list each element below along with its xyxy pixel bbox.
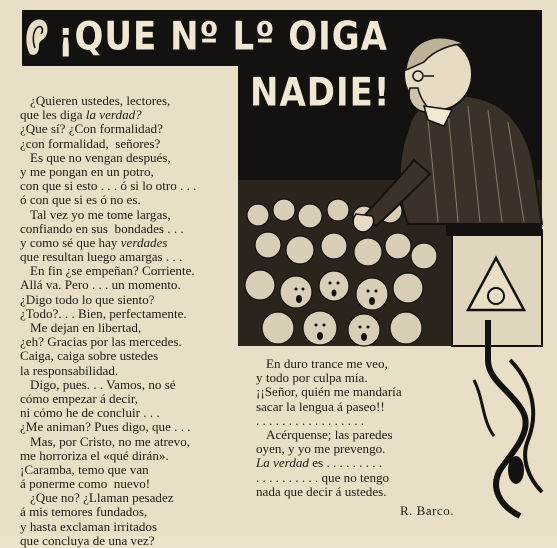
poem-line-text: Mas, por Cristo, no me atrevo, xyxy=(30,433,191,449)
poem-line-text: me horroriza el «qué dirán». xyxy=(20,447,169,463)
headline-line-1: ¡QUE Nº Lº OIGA xyxy=(58,14,388,60)
poem-line-text: En fin ¿se empeñan? Corriente. xyxy=(30,263,195,279)
poem-line xyxy=(20,193,196,207)
poem-line xyxy=(20,208,196,222)
poem-line xyxy=(20,378,196,392)
poem-line xyxy=(20,165,196,179)
poem-line xyxy=(256,471,402,485)
poem-line-text: Digo, pues. . . Vamos, no sé xyxy=(30,376,176,392)
author-signature: R. Barco. xyxy=(400,503,454,518)
poem-line xyxy=(20,406,196,420)
poem-line-text: cómo empezar á decir, xyxy=(20,390,138,406)
poem-line xyxy=(256,371,402,385)
poem-line-text: ¿eh? Gracias por las mercedes. xyxy=(20,334,182,350)
poem-line-text: y hasta exclaman irritados xyxy=(20,518,158,534)
poem-line xyxy=(20,236,196,250)
poem-line xyxy=(20,264,196,278)
orator-illustration xyxy=(238,10,542,346)
poem-line xyxy=(20,321,196,335)
poem-line-text: Allá va. Pero . . . un momento. xyxy=(20,277,181,293)
poem-line-text: y me pongan en un potro, xyxy=(20,163,154,179)
poem-line xyxy=(256,428,402,442)
poem-line xyxy=(20,307,196,321)
poem-line-text: Acérquense; las paredes xyxy=(266,426,393,442)
poem-line xyxy=(20,335,196,349)
art-nouveau-ornament xyxy=(470,320,548,520)
poem-line xyxy=(20,293,196,307)
poem-right-column xyxy=(256,357,402,499)
poem-line-text: nada que decir á ustedes. xyxy=(256,483,387,499)
poem-line-text: . . . . . . . . . . . . . . . . . xyxy=(256,412,365,428)
poem-line-text: ¡Caramba, temo que van xyxy=(20,461,149,477)
poem-line xyxy=(256,442,402,456)
poem-line-text: oyen, y yo me prevengo. xyxy=(256,441,386,457)
poem-line-text: ¿Que no? ¿Llaman pesadez xyxy=(30,490,174,506)
poem-line-text: En duro trance me veo, xyxy=(266,356,388,371)
poem-line-text: confiando en sus bondades . . . xyxy=(20,220,184,236)
poem-line-text: que resultan luego amargas . . . xyxy=(20,249,183,265)
poem-line xyxy=(20,349,196,363)
poem-line xyxy=(20,505,196,519)
poem-line-text: sacar la lengua á paseo!! xyxy=(256,398,385,414)
poem-line-italic: La verdad xyxy=(256,455,309,471)
poem-line-text: Caiga, caiga sobre ustedes xyxy=(20,348,159,364)
poem-line xyxy=(20,520,196,534)
poem-line-italic: verdades xyxy=(120,234,168,250)
poem-line-text: y como sé que hay xyxy=(20,234,121,250)
poem-line-text: ni cómo he de concluir . . . xyxy=(20,405,160,421)
poem-line xyxy=(20,122,196,136)
headline-line-2: NADIE! xyxy=(250,70,391,116)
poem-line xyxy=(256,400,402,414)
poem-line xyxy=(20,364,196,378)
poem-line-text: Tal vez yo me tome largas, xyxy=(30,206,171,222)
poem-line xyxy=(256,414,402,428)
poem-line xyxy=(20,491,196,505)
poem-line xyxy=(20,179,196,193)
poem-line xyxy=(20,151,196,165)
poem-line-text: con que si esto . . . ó si lo otro . . . xyxy=(20,178,197,194)
poem-line xyxy=(20,94,196,108)
poem-line xyxy=(20,463,196,477)
poem-line-text: ¿Me animan? Pues digo, que . . . xyxy=(20,419,191,435)
poem-line-text: ¿Quieren ustedes, lectores, xyxy=(30,93,171,108)
poem-line-text: ¡¡Señor, quién me mandaría xyxy=(256,384,402,400)
poem-line-text: ¿con formalidad, señores? xyxy=(20,135,161,151)
poem-line xyxy=(20,250,196,264)
poem-line xyxy=(20,477,196,491)
poem-line xyxy=(20,108,196,122)
poem-line-after: es . . . . . . . . . xyxy=(308,455,383,471)
poem-line-text: que les diga xyxy=(20,107,86,123)
poem-line xyxy=(20,278,196,292)
poem-line xyxy=(256,485,402,499)
poem-line-text: ¿Que sí? ¿Con formalidad? xyxy=(20,121,163,137)
poem-line xyxy=(256,357,402,371)
poem-line-text: ¿Digo todo lo que siento? xyxy=(20,291,155,307)
poem-left-column xyxy=(20,94,196,548)
poem-line xyxy=(20,137,196,151)
ear-icon xyxy=(22,10,52,66)
poem-line-text: Me dejan en libertad, xyxy=(30,320,142,335)
poem-line-text: á mis temores fundados, xyxy=(20,504,148,520)
poem-line xyxy=(20,420,196,434)
poem-line-text: la responsabilidad. xyxy=(20,362,119,378)
poem-line-text: y todo por culpa mía. xyxy=(256,370,368,386)
poem-line-text: que concluya de una vez? xyxy=(20,532,155,548)
poem-line xyxy=(20,449,196,463)
poem-line-text: á ponerme como nuevo! xyxy=(20,476,151,492)
poem-line xyxy=(20,534,196,548)
crowd-scene-image xyxy=(238,10,542,346)
poem-line-text: Es que no vengan después, xyxy=(30,149,171,165)
poem-line xyxy=(20,392,196,406)
poem-line xyxy=(20,222,196,236)
poem-line xyxy=(256,456,402,470)
poem-line-text: ¿Todo?. . . Bien, perfectamente. xyxy=(20,305,187,321)
poem-line-text: . . . . . . . . . . que no tengo xyxy=(256,469,390,485)
poem-line-italic: la verdad? xyxy=(85,107,142,123)
poem-line-text: ó con que si es ó no es. xyxy=(20,192,141,208)
poem-line xyxy=(20,435,196,449)
poem-line xyxy=(256,385,402,399)
